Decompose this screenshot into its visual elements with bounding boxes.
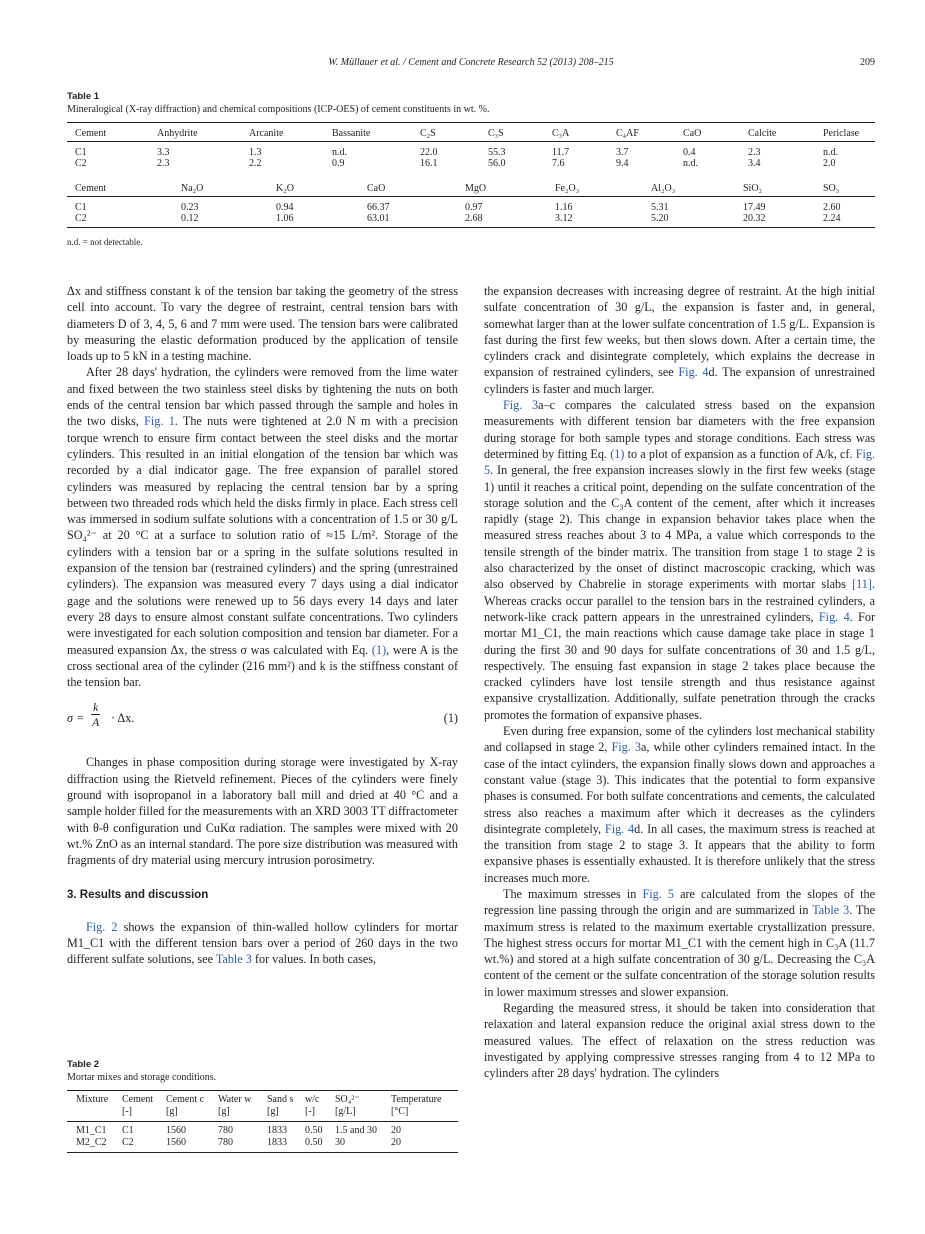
table1-chemical (67, 180, 875, 228)
table-cell: 3.7 (616, 147, 629, 158)
table-header-cell: Cement (67, 123, 149, 142)
table1-mineral-header (67, 123, 875, 142)
table2-caption-text: Mortar mixes and storage conditions. (67, 1072, 217, 1083)
table-header-cell: K₂O (268, 180, 359, 197)
table-cell: 16.1 (420, 158, 438, 169)
table-cell: 1.16 (555, 202, 573, 213)
table-cell: 0.12 (173, 213, 268, 228)
paragraph: Changes in phase composition during storage were investigated by X-ray diffraction using the Rietveld refinement. Pieces of the cylinders were finely ground with isopropanol in a laboratory ball mill and dried at 40 °C and a sample holder filled for the measurements with an XRD 3003 TT diffractometer with θ-θ configuration und CuKα radiation. The samples were mixed with 20 wt.% ZnO as an internal standard. The pore size distribution was measured with fragments of dry material using mercury intrusion porosimetry. (67, 755, 458, 868)
table-header-cell: Al₂O₃ (643, 180, 735, 197)
table-row (67, 213, 875, 228)
paragraph: Even during free expansion, some of the cylinders lost mechanical stability and collapsed in stage 2, Fig. 3a, while other cylinders remained intact. In the case of the intact cylinders, the expansion finally slows down and approaches a constant value (stage 3). This indicates that the potential to form expansive phases is consumed. For both sulfate concentrations and cements, the calculated stress also reaches a maximum after which it decreases as the cylinders disintegrate completely, Fig. 4d. In all cases, the maximum stress is reached at the transition from stage 2 to stage 3. It appears that the ability to form expansive phases is essentially exhausted. It is therefore unlikely that the stress increases much more. (484, 724, 876, 885)
figure-link[interactable]: Fig. 4 (678, 365, 709, 380)
table-cell: 3.12 (547, 213, 643, 228)
table-header-cell: C₂S (412, 123, 480, 142)
journal-citation: W. Müllauer et al. / Cement and Concrete Research 52 (2013) 208–215 (328, 57, 614, 68)
table-header-cell: Cement c [g] (157, 1091, 209, 1122)
table-cell: M1_C1 (76, 1125, 107, 1136)
table-cell: 5.20 (643, 213, 735, 228)
table-cell: C1 (122, 1125, 134, 1136)
citation-link[interactable]: [11] (852, 577, 872, 592)
table-header-cell: Periclase (815, 123, 875, 142)
table-cell: 2.24 (815, 213, 875, 228)
table-cell: 30 (326, 1137, 382, 1153)
table2-caption (67, 1058, 216, 1084)
figure-link[interactable]: Fig. 3 (611, 740, 641, 755)
table-cell: C2 (67, 213, 173, 228)
table-cell: 2.3 (157, 158, 170, 169)
table-row (67, 1122, 458, 1138)
table-row (67, 1137, 458, 1153)
table-cell: 0.23 (181, 202, 199, 213)
paragraph: Δx and stiffness constant k of the tension bar taking the geometry of the stress cell into account. To vary the degree of restraint, central tension bars with diameters D of 3, 4, 5, 6 and 7 mm were used. The tension bars were calibrated by measuring the elastic deformation produced by the application of tensile loads up to 5 kN in a testing machine. (67, 284, 458, 364)
table-cell: 1.5 and 30 (335, 1125, 377, 1136)
table-cell: 63.01 (359, 213, 457, 228)
table-cell: 0.4 (683, 147, 696, 158)
table-header-cell: w/c [-] (296, 1091, 326, 1122)
table-cell: 2.0 (823, 158, 836, 169)
table1-caption (67, 90, 489, 116)
table1 (67, 122, 875, 174)
table-cell: n.d. (683, 158, 698, 169)
table-cell: 3.4 (748, 158, 761, 169)
table-cell: 1833 (258, 1137, 296, 1153)
table-cell: 0.94 (276, 202, 294, 213)
paragraph: After 28 days' hydration, the cylinders were removed from the lime water and fixed between the two stainless steel disks by tightening the nuts on both ends of the central tension bar which passed through the sample and holes in the two disks, Fig. 1. The nuts were tightened at 2.0 N m with a precision torque wrench to ensure firm contact between the steel disks and the mortar cylinders. This resulted in an initial elongation of the tension bar which was recorded by a dial indicator gage. The free expansion of parallel stored cylinders was measured by replacing the central tension bar by a spring between two threaded rods which held the disks firmly in place. Each stress cell was immersed in sodium sulfate solutions with a concentration of 1.5 or 30 g/L SO₄²⁻ at 20 °C at a surface to solution ratio of ≈15 L/m². Storage of the cylinders with a tension bar or a spring in the sulfate solutions resulted in expansion of the tension bar (restrained cylinders) and the spring (unrestrained cylinders). The expansion was measured every 7 days using a dial indicator gage and the solutions were renewed up to 56 days every 14 days and later every 28 days to ensure almost constant sulfate concentrations. Two cylinders were investigated for each solution composition and tension bar diameter. For a measured expansion Δx, the stress σ was calculated with Eq. (1), were A is the cross sectional area of the cylinder (216 mm²) and k is the stiffness constant of the tension bar. (67, 365, 459, 690)
table-header-cell: Calcite (740, 123, 815, 142)
table1-footnote: n.d. = not detectable. (67, 237, 143, 247)
table-header-cell: Cement [-] (113, 1091, 157, 1122)
table-cell: 3.3 (157, 147, 170, 158)
table2-label: Table 2 (67, 1059, 100, 1070)
table-header-cell: Cement (67, 180, 173, 197)
paragraph: the expansion decreases with increasing degree of restraint. At the high initial sulfate concentration of 30 g/L, the expansion is faster and, in general, somewhat larger than at the lower sulfate concentration of 1.5 g/L. Expansion is fast during the first few weeks, but then slows down. After a certain time, the cylinders crack and disintegrate completely, which explains the decrease in expansion of restrained cylinders, see Fig. 4d. The expansion of unrestrained cylinders is faster and much larger. (484, 284, 875, 396)
table-cell: 0.50 (296, 1137, 326, 1153)
fraction-numerator: k (93, 700, 99, 715)
figure-link[interactable]: Fig. 4 (604, 821, 635, 836)
table-cell: 5.31 (651, 202, 669, 213)
table-cell: 780 (218, 1125, 233, 1136)
table-cell: 56.0 (488, 158, 506, 169)
table-cell: 17.49 (743, 202, 766, 213)
equation-fraction (91, 700, 100, 729)
table-header-cell: C₄AF (608, 123, 675, 142)
equation-lhs: σ = (67, 711, 85, 726)
table-cell: 20 (391, 1125, 401, 1136)
figure-link[interactable]: Fig. 1 (144, 414, 175, 429)
table-header-cell: SiO₂ (735, 180, 815, 197)
figure-link[interactable]: Fig. 3 (503, 398, 539, 413)
table-cell: 2.60 (823, 202, 841, 213)
running-header (67, 57, 875, 71)
table-cell: 1.3 (249, 147, 262, 158)
table-cell: 20.32 (735, 213, 815, 228)
equation-link[interactable]: (1) (610, 446, 625, 461)
equation-1 (67, 700, 458, 740)
figure-link[interactable]: Fig. 4 (818, 609, 850, 624)
table-cell: 1560 (166, 1125, 186, 1136)
table-cell: n.d. (823, 147, 838, 158)
page-number: 209 (860, 57, 875, 68)
table-cell: 1560 (157, 1137, 209, 1153)
table-header-cell: Mixture (67, 1091, 113, 1122)
table1-chemical-header (67, 180, 875, 197)
table-row (67, 202, 875, 213)
table-row (67, 158, 875, 169)
figure-link[interactable]: Fig. 2 (86, 919, 118, 934)
table-header-cell: Bassanite (324, 123, 412, 142)
table-link[interactable]: Table 3 (812, 903, 850, 918)
section-heading: 3. Results and discussion (67, 888, 209, 901)
table-header-cell: Temperature [°C] (382, 1091, 458, 1122)
table-cell: C2 (75, 158, 87, 169)
table-cell: 20 (382, 1137, 458, 1153)
table-header-cell: CaO (675, 123, 740, 142)
table-cell: C1 (75, 202, 87, 213)
table-header-cell: CaO (359, 180, 457, 197)
table-header-cell: Fe₂O₃ (547, 180, 643, 197)
table-cell: 55.3 (488, 147, 506, 158)
table2 (67, 1090, 458, 1153)
table-header-cell: Na₂O (173, 180, 268, 197)
table-cell: 0.9 (332, 158, 345, 169)
fraction-denominator: A (91, 715, 100, 730)
figure-link[interactable]: Fig. 5 (484, 446, 876, 478)
table-header-cell: SO₄²⁻ [g/L] (326, 1091, 382, 1122)
table-cell: 2.3 (748, 147, 761, 158)
table-cell: 1833 (267, 1125, 287, 1136)
table-cell: 2.68 (457, 213, 547, 228)
table-header-cell: C₃A (544, 123, 608, 142)
table-row (67, 147, 875, 158)
table-header-cell: Water w [g] (209, 1091, 258, 1122)
table2-header (67, 1091, 458, 1122)
table-cell: 1.06 (268, 213, 359, 228)
table-link[interactable]: Table 3 (215, 952, 252, 967)
left-column (67, 283, 458, 968)
table-header-cell: Arcanite (241, 123, 324, 142)
table-header-cell: C₃S (480, 123, 544, 142)
table1-label: Table 1 (67, 91, 100, 102)
table-cell: 0.97 (465, 202, 483, 213)
table-cell: C2 (113, 1137, 157, 1153)
table1-caption-text: Mineralogical (X-ray diffraction) and chemical compositions (ICP-OES) of cement constituents in wt. %. (67, 104, 490, 115)
table-cell: 2.2 (249, 158, 262, 169)
table-cell: M2_C2 (67, 1137, 113, 1153)
table-cell: 780 (209, 1137, 258, 1153)
equation-link[interactable]: (1) (371, 642, 387, 657)
table-cell: 7.6 (552, 158, 565, 169)
table-cell: 11.7 (552, 147, 570, 158)
table-cell: C1 (75, 147, 87, 158)
paragraph: Fig. 2 shows the expansion of thin-walled hollow cylinders for mortar M1_C1 with the different tension bars over a period of 260 days in the two different sulfate solutions, see Table 3 for values. In both cases, (67, 919, 458, 967)
table-cell: 22.0 (420, 147, 438, 158)
equation-rhs: · Δx. (111, 711, 135, 726)
figure-link[interactable]: Fig. 5 (642, 886, 674, 901)
right-column (484, 283, 875, 1082)
table-header-cell: SO₃ (815, 180, 875, 197)
paragraph: Regarding the measured stress, it should be taken into consideration that relaxation and lateral expansion reduce the original axial stress down to the measured values. The effect of relaxation on the stress reduction was investigated by applying compressive stresses ranging from 4 to 12 MPa to cylinders after 28 days' hydration. The cylinders (484, 1001, 875, 1081)
table-header-cell: Anhydrite (149, 123, 241, 142)
paragraph: Fig. 3a–c compares the calculated stress based on the expansion measurements with different tension bar diameters with the free expansion during storage for both sample types and storage conditions. Each stress was determined by fitting Eq. (1) to a plot of expansion as a function of A/k, cf. Fig. 5. In general, the free expansion increases slowly in the first few weeks (stage 1) until it reaches a critical point, depending on the sulfate concentration of the storage solution and the C₃A content of the cement, after which it increases rapidly (stage 2). This change in expansion behavior takes place when the measured stress reaches about 3 to 4 MPa, a value which corresponds to the tensile strength of the binder matrix. The transition from stage 1 to stage 2 is also characterized by the onset of distinct macroscopic cracking, which was also observed by Chabrelie in storage experiments with mortar slabs [11]. Whereas cracks occur parallel to the tension bars in the restrained cylinders, a network-like crack pattern appears in the unrestrained cylinders, Fig. 4. For mortar M1_C1, the main reactions which cause damage take place in stage 1 during the first 30 and 90 days for sulfate concentrations of 30 and 1.5 g/L, respectively. The ensuing fast expansion in stage 2 takes place because the cracked cylinders have lost tensile strength and thus resistance against expansive crystallization. Additionally, sulfate penetration through the cracks promotes the formation of expansive phases. (484, 398, 876, 722)
table-header-cell: MgO (457, 180, 547, 197)
table-cell: 0.50 (305, 1125, 323, 1136)
table-cell: n.d. (332, 147, 347, 158)
equation-number: (1) (443, 711, 458, 726)
paragraph: The maximum stresses in Fig. 5 are calculated from the slopes of the regression line passing through the origin and are summarized in Table 3. The maximum stress is related to the maximum exertable crystallization pressure. The highest stress occurs for mortar M1_C1 with the cement high in C₃A (11.7 wt.%) and stored at a high sulfate concentration of 30 g/L. Decreasing the C₃A content of the cement or the sulfate concentration of the storage solution results in lower maximum stresses and slower expansion. (484, 886, 875, 999)
table-cell: 66.37 (367, 202, 390, 213)
table-header-cell: Sand s [g] (258, 1091, 296, 1122)
table-cell: 9.4 (616, 158, 629, 169)
